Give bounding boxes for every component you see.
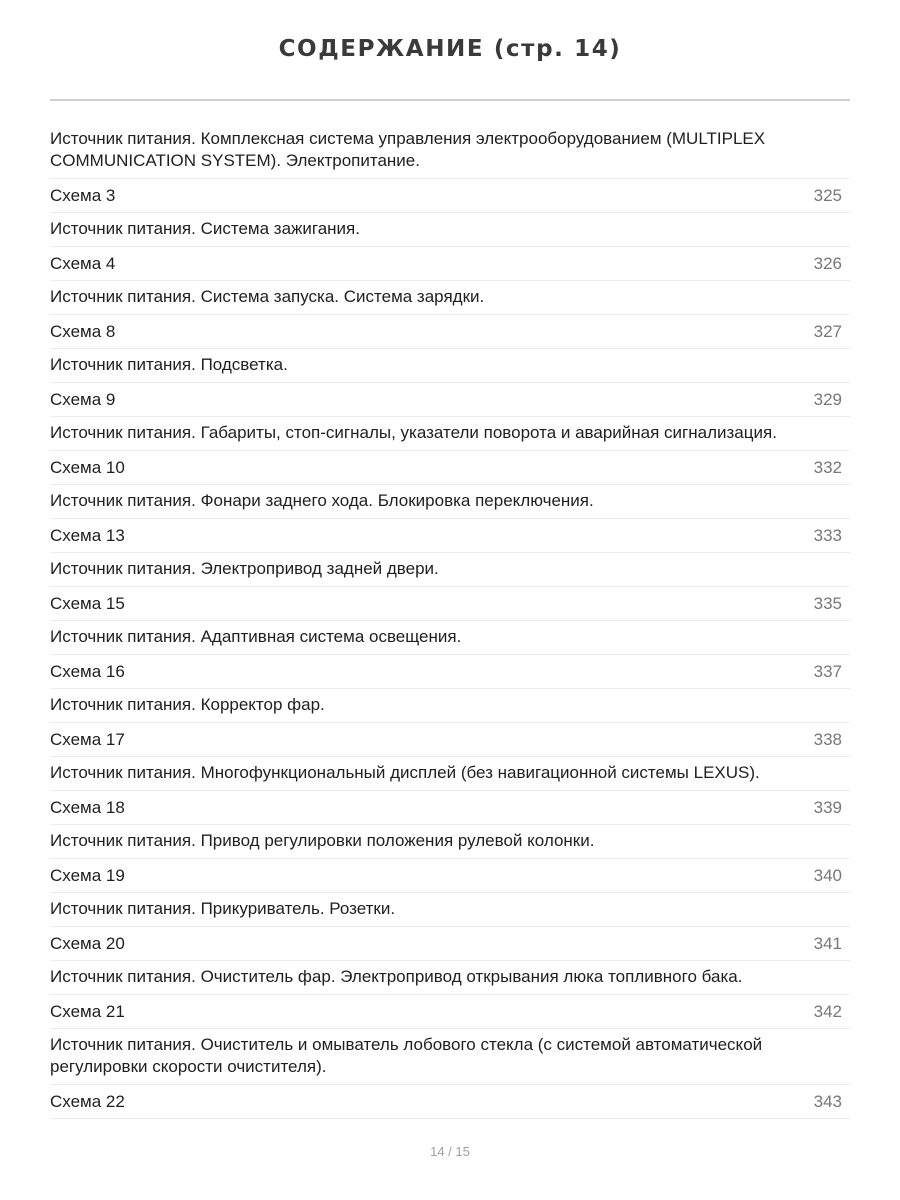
page-number: 343 bbox=[813, 1091, 842, 1111]
page-number: 333 bbox=[813, 525, 842, 545]
title-divider bbox=[50, 99, 850, 101]
page-number: 337 bbox=[813, 661, 842, 681]
toc-entry-description: Источник питания. Габариты, стоп-сигналы, указатели поворота и аварийная сигнализация. bbox=[50, 417, 850, 451]
page-indicator: 14 / 15 bbox=[430, 1144, 470, 1159]
scheme-label: Схема 3 bbox=[50, 185, 116, 205]
toc-entry-row[interactable] bbox=[50, 723, 850, 757]
page-number: 325 bbox=[813, 185, 842, 205]
toc-entry-row[interactable] bbox=[50, 451, 850, 485]
toc-entry-description: Источник питания. Очиститель фар. Электропривод открывания люка топливного бака. bbox=[50, 961, 850, 995]
toc-entry-row[interactable] bbox=[50, 587, 850, 621]
scheme-label: Схема 9 bbox=[50, 389, 116, 409]
scheme-label: Схема 15 bbox=[50, 593, 125, 613]
scheme-label: Схема 16 bbox=[50, 661, 125, 681]
toc-list bbox=[50, 123, 850, 1119]
page-number: 329 bbox=[813, 389, 842, 409]
toc-entry-row[interactable] bbox=[50, 995, 850, 1029]
scheme-label: Схема 18 bbox=[50, 797, 125, 817]
scheme-label: Схема 13 bbox=[50, 525, 125, 545]
toc-entry-row[interactable] bbox=[50, 791, 850, 825]
toc-entry-row[interactable] bbox=[50, 315, 850, 349]
scheme-label: Схема 20 bbox=[50, 933, 125, 953]
toc-entry-description: Источник питания. Привод регулировки положения рулевой колонки. bbox=[50, 825, 850, 859]
toc-entry-description: Источник питания. Электропривод задней двери. bbox=[50, 553, 850, 587]
toc-entry-description: Источник питания. Комплексная система управления электрооборудованием (MULTIPLEX COMMUNICATION SYSTEM). Электропитание. bbox=[50, 123, 850, 179]
page-number: 332 bbox=[813, 457, 842, 477]
scheme-label: Схема 19 bbox=[50, 865, 125, 885]
toc-entry-description: Источник питания. Адаптивная система освещения. bbox=[50, 621, 850, 655]
scheme-label: Схема 17 bbox=[50, 729, 125, 749]
toc-entry-row[interactable] bbox=[50, 247, 850, 281]
toc-entry-description: Источник питания. Корректор фар. bbox=[50, 689, 850, 723]
page-number: 340 bbox=[813, 865, 842, 885]
toc-entry-row[interactable] bbox=[50, 179, 850, 213]
page-number: 341 bbox=[813, 933, 842, 953]
toc-entry-description: Источник питания. Очиститель и омыватель лобового стекла (с системой автоматической регулировки скорости очистителя). bbox=[50, 1029, 850, 1085]
toc-entry-description: Источник питания. Прикуриватель. Розетки. bbox=[50, 893, 850, 927]
scheme-label: Схема 21 bbox=[50, 1001, 125, 1021]
page-number: 342 bbox=[813, 1001, 842, 1021]
page-number: 326 bbox=[813, 253, 842, 273]
page-number: 335 bbox=[813, 593, 842, 613]
toc-entry-row[interactable] bbox=[50, 927, 850, 961]
scheme-label: Схема 10 bbox=[50, 457, 125, 477]
toc-entry-row[interactable] bbox=[50, 859, 850, 893]
page-number: 338 bbox=[813, 729, 842, 749]
toc-entry-description: Источник питания. Система запуска. Система зарядки. bbox=[50, 281, 850, 315]
page-title: СОДЕРЖАНИЕ (стр. 14) bbox=[278, 36, 622, 62]
toc-entry-description: Источник питания. Система зажигания. bbox=[50, 213, 850, 247]
toc-entry-description: Источник питания. Многофункциональный дисплей (без навигационной системы LEXUS). bbox=[50, 757, 850, 791]
page-number: 339 bbox=[813, 797, 842, 817]
scheme-label: Схема 4 bbox=[50, 253, 116, 273]
toc-entry-row[interactable] bbox=[50, 519, 850, 553]
toc-entry-row[interactable] bbox=[50, 655, 850, 689]
page-number: 327 bbox=[813, 321, 842, 341]
toc-entry-row[interactable] bbox=[50, 1085, 850, 1119]
toc-entry-row[interactable] bbox=[50, 383, 850, 417]
toc-entry-description: Источник питания. Фонари заднего хода. Блокировка переключения. bbox=[50, 485, 850, 519]
scheme-label: Схема 8 bbox=[50, 321, 116, 341]
toc-entry-description: Источник питания. Подсветка. bbox=[50, 349, 850, 383]
scheme-label: Схема 22 bbox=[50, 1091, 125, 1111]
